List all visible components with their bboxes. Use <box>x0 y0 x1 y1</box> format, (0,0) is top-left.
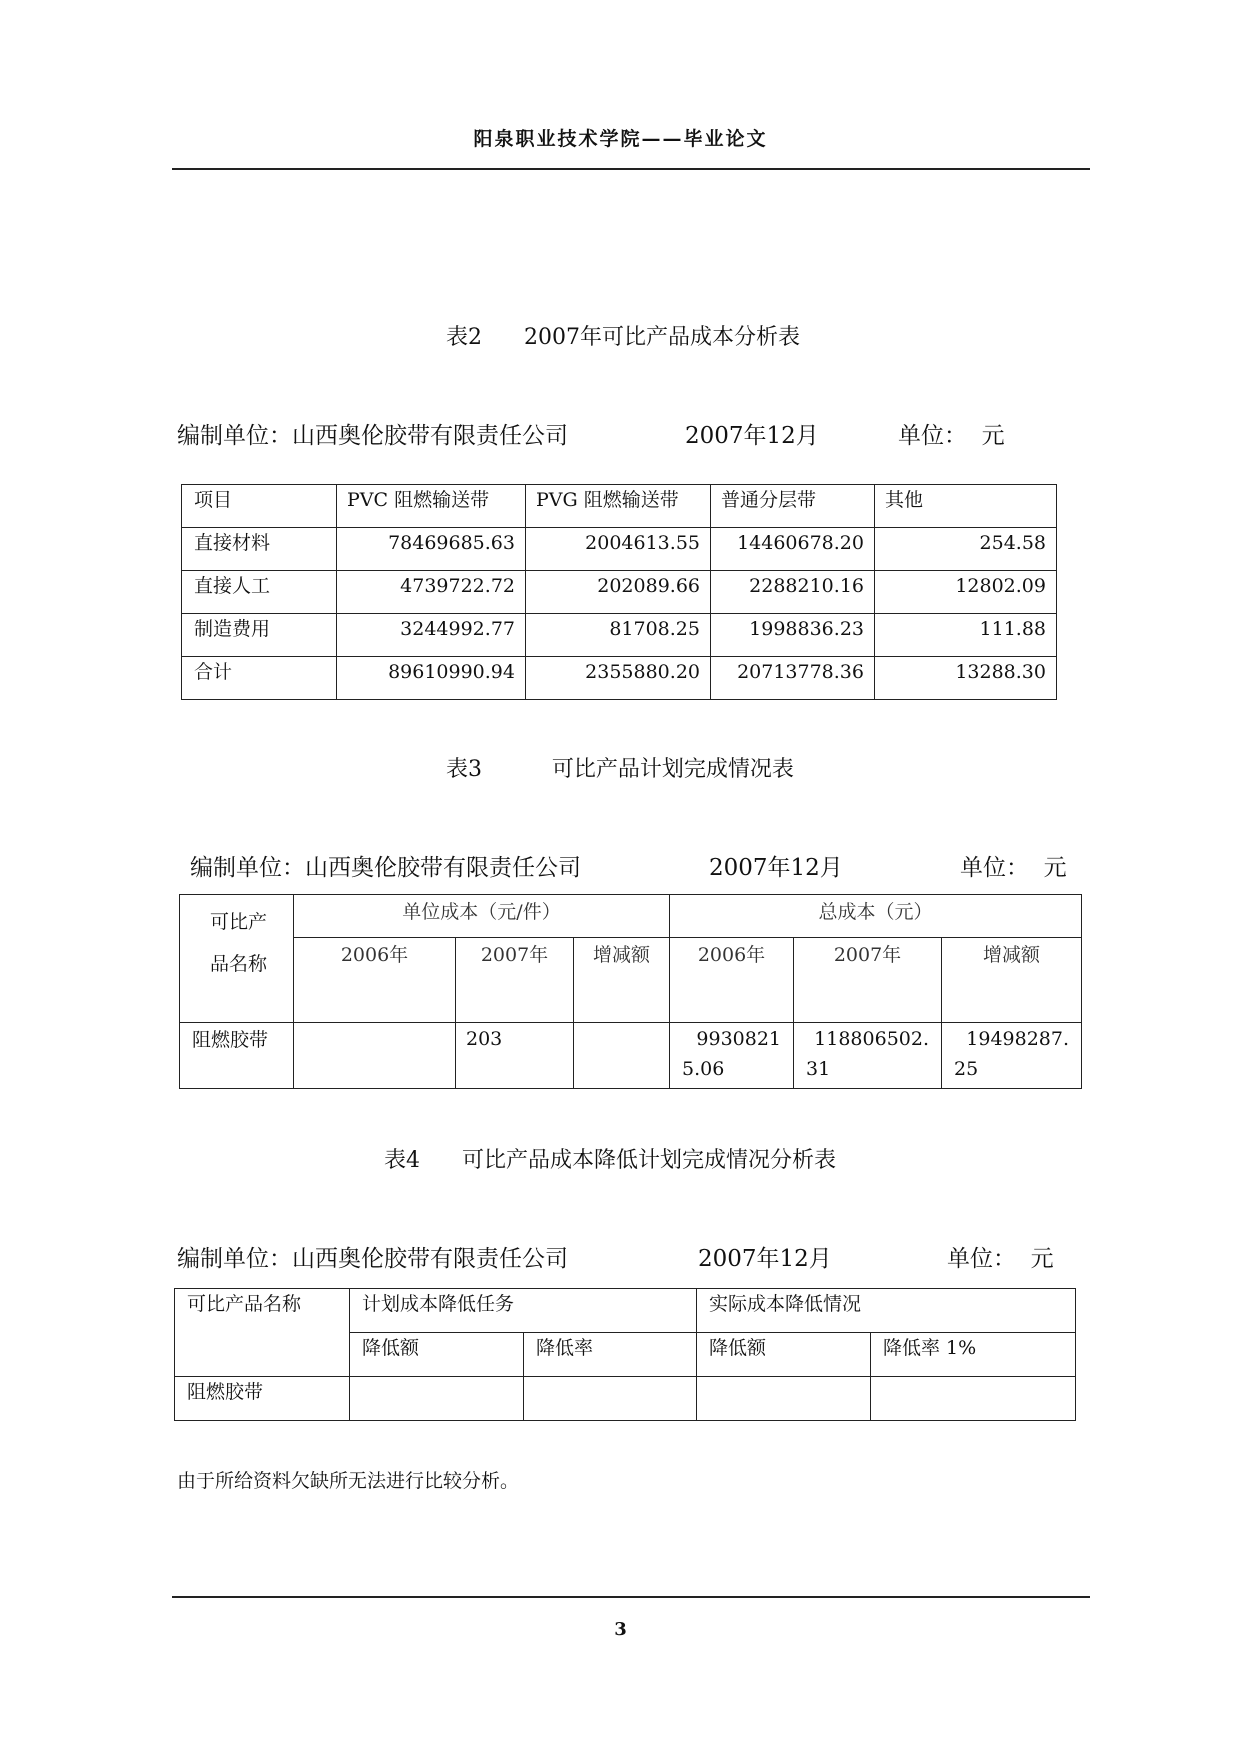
table3-date: 2007年12月 <box>709 855 843 881</box>
value-cell: 78469685.63 <box>337 528 526 571</box>
value-cell <box>871 1377 1076 1421</box>
table-row <box>182 614 1057 657</box>
page-number: 3 <box>614 1619 627 1640</box>
table-row <box>182 571 1057 614</box>
value-cell: 14460678.20 <box>711 528 875 571</box>
row-label: 阻燃胶带 <box>175 1377 350 1421</box>
table4-currency: 单位： 元 <box>947 1246 1054 1272</box>
value-cell: 1998836.23 <box>711 614 875 657</box>
value-cell <box>350 1377 524 1421</box>
value-cell <box>942 1023 1082 1089</box>
value-cell: 2288210.16 <box>711 571 875 614</box>
row-label: 直接人工 <box>182 571 337 614</box>
row-label: 合计 <box>182 657 337 700</box>
subheader-cell: 2007年 <box>794 938 942 1023</box>
table4-date: 2007年12月 <box>698 1246 832 1272</box>
value-line2: 31 <box>806 1058 831 1080</box>
value-line2: 25 <box>954 1058 979 1080</box>
value-line1: 19498287. <box>966 1028 1070 1050</box>
subheader-cell: 2006年 <box>670 938 794 1023</box>
footer-rule <box>172 1596 1090 1598</box>
subheader-cell: 降低率 <box>524 1333 697 1377</box>
subheader-cell: 增减额 <box>574 938 670 1023</box>
table2-date: 2007年12月 <box>685 423 819 449</box>
header-cell: 项目 <box>182 485 337 528</box>
subheader-cell: 降低额 <box>697 1333 871 1377</box>
table3-plan-completion <box>179 894 1082 1089</box>
value-cell: 3244992.77 <box>337 614 526 657</box>
value-cell: 13288.30 <box>875 657 1057 700</box>
value-cell <box>524 1377 697 1421</box>
table2-cost-analysis <box>181 484 1057 700</box>
row-label: 直接材料 <box>182 528 337 571</box>
value-cell <box>574 1023 670 1089</box>
table3-currency: 单位： 元 <box>960 855 1067 881</box>
table4-caption: 表4 可比产品成本降低计划完成情况分析表 <box>384 1148 836 1173</box>
value-cell <box>670 1023 794 1089</box>
value-line1: 118806502. <box>814 1028 930 1050</box>
value-cell: 89610990.94 <box>337 657 526 700</box>
name-header-line2: 品名称 <box>210 953 268 975</box>
actual-header: 实际成本降低情况 <box>697 1289 1076 1333</box>
name-header-line1: 可比产 <box>210 911 268 933</box>
table-header-row <box>180 895 1082 938</box>
row-label: 制造费用 <box>182 614 337 657</box>
table-row <box>182 528 1057 571</box>
value-cell: 203 <box>456 1023 574 1089</box>
table3-caption: 表3 可比产品计划完成情况表 <box>446 757 794 782</box>
subheader-cell: 增减额 <box>942 938 1082 1023</box>
name-header-cell <box>180 895 294 1023</box>
table4-unit-org: 编制单位：山西奥伦胶带有限责任公司 <box>177 1246 568 1272</box>
table3-unit-org: 编制单位：山西奥伦胶带有限责任公司 <box>190 855 581 881</box>
row-label: 阻燃胶带 <box>180 1023 294 1089</box>
total-cost-header: 总成本（元） <box>670 895 1082 938</box>
unit-cost-header: 单位成本（元/件） <box>294 895 670 938</box>
table-header-row <box>182 485 1057 528</box>
table-header-row <box>175 1289 1076 1333</box>
page-header-title: 阳泉职业技术学院——毕业论文 <box>473 128 768 150</box>
plan-header: 计划成本降低任务 <box>350 1289 697 1333</box>
table-row <box>180 1023 1082 1089</box>
header-cell: PVC 阻燃输送带 <box>337 485 526 528</box>
value-cell <box>697 1377 871 1421</box>
header-cell: 普通分层带 <box>711 485 875 528</box>
value-line1: 9930821 <box>696 1028 782 1050</box>
value-line2: 5.06 <box>682 1058 725 1080</box>
note-text: 由于所给资料欠缺所无法进行比较分析。 <box>177 1470 520 1492</box>
table2-currency: 单位： 元 <box>898 423 1005 449</box>
header-cell: PVG 阻燃输送带 <box>526 485 711 528</box>
table-row <box>182 657 1057 700</box>
value-cell: 20713778.36 <box>711 657 875 700</box>
value-cell: 2004613.55 <box>526 528 711 571</box>
value-cell: 12802.09 <box>875 571 1057 614</box>
value-cell: 2355880.20 <box>526 657 711 700</box>
value-cell <box>294 1023 456 1089</box>
subheader-cell: 2006年 <box>294 938 456 1023</box>
subheader-cell: 2007年 <box>456 938 574 1023</box>
subheader-cell: 降低率 1% <box>871 1333 1076 1377</box>
table2-caption: 表2 2007年可比产品成本分析表 <box>446 325 800 350</box>
table-subheader-row <box>180 938 1082 1023</box>
header-cell: 其他 <box>875 485 1057 528</box>
table2-unit-org: 编制单位：山西奥伦胶带有限责任公司 <box>177 423 568 449</box>
subheader-cell: 降低额 <box>350 1333 524 1377</box>
table4-cost-reduction <box>174 1288 1076 1421</box>
table-row <box>175 1377 1076 1421</box>
value-cell: 81708.25 <box>526 614 711 657</box>
value-cell: 4739722.72 <box>337 571 526 614</box>
header-rule <box>172 168 1090 170</box>
value-cell: 202089.66 <box>526 571 711 614</box>
name-header-cell: 可比产品名称 <box>175 1289 350 1377</box>
value-cell <box>794 1023 942 1089</box>
value-cell: 254.58 <box>875 528 1057 571</box>
value-cell: 111.88 <box>875 614 1057 657</box>
